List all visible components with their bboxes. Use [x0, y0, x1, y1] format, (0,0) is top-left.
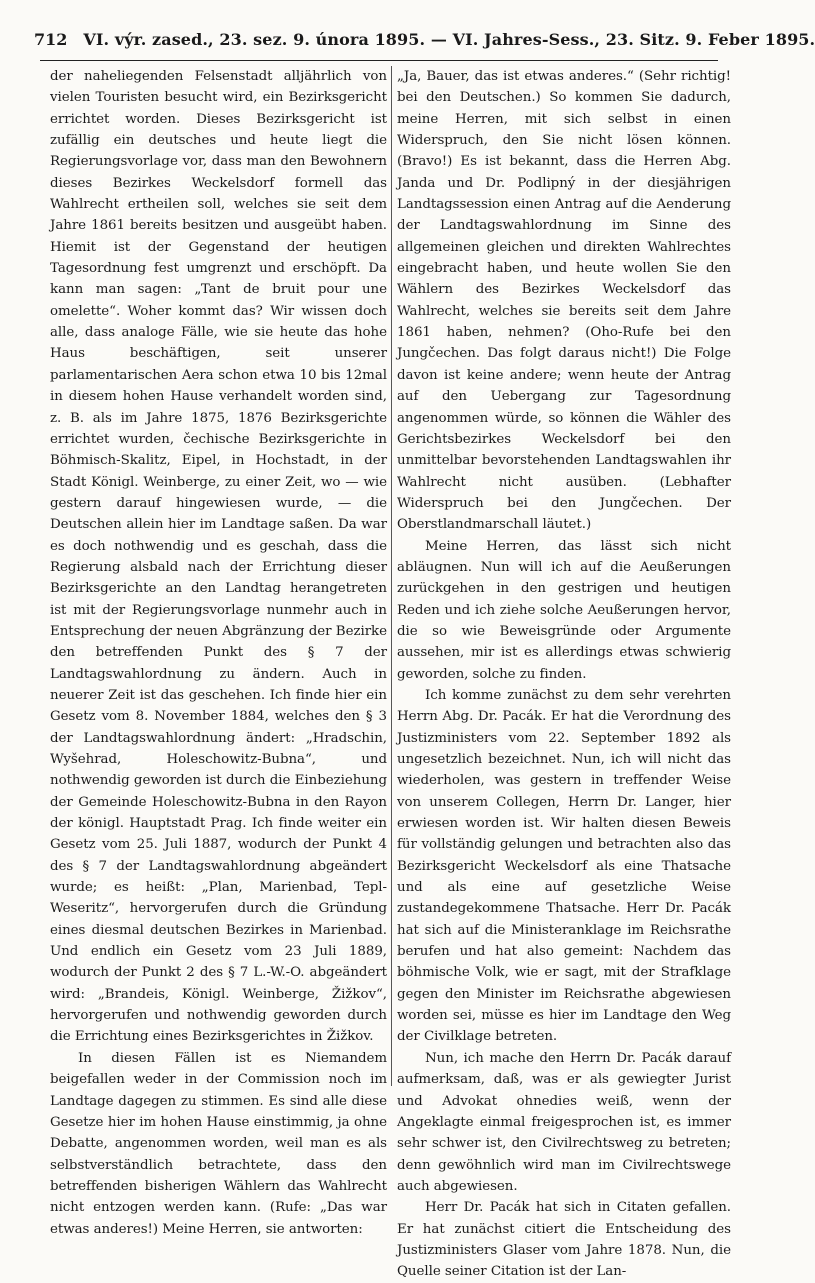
column-divider	[391, 66, 392, 1086]
right-paragraph-3: Ich komme zunächst zu dem sehr verehrten Herrn Abg. Dr. Pacák. Er hat die Verordnung des Justizministers vom 22. September 1892 als ungesetzlich bezeichnet. Nun, ich will nicht das wiederholen, was gestern in treffender Weise von unserem Collegen, Herrn Dr. Langer, hier erwiesen worden ist. Wir halten diesen Beweis für vollständig gelungen und betrachten also das Bezirksgericht Weckelsdorf als eine Thatsache und als eine auf gesetzliche Weise zustandegekommene Thatsache. Herr Dr. Pacák hat sich auf die Ministeranklage im Reichsrathe berufen und hat also gemeint: Nachdem das böhmische Volk, wie er sagt, mit der Strafklage gegen den Minister im Reichsrathe abgewiesen worden sei, müsse es hier im Landtage den Weg der Civilklage betreten.	[397, 687, 731, 1045]
page-header	[34, 30, 815, 60]
right-paragraph-5: Herr Dr. Pacák hat sich in Citaten gefallen. Er hat zunächst citiert die Entscheidung des Justizministers Glaser vom Jahre 1878. Nun, die Quelle seiner Citation ist der Lan-	[397, 1200, 731, 1280]
right-column	[397, 66, 731, 1280]
header-rule	[40, 60, 718, 61]
page-number: 712	[34, 30, 68, 49]
left-paragraph-2: In diesen Fällen ist es Niemandem beigefallen weder in der Commission noch im Landtage dagegen zu stimmen. Es sind alle diese Gesetze hier im hohen Hause einstimmig, ja ohne Debatte, angenommen worden, weil man es als selbstverständlich betrachtete, dass den betreffenden bisherigen Wählern das Wahlrecht nicht entzogen werden kann. (Rufe: „Das war etwas anderes!) Meine Herren, sie antworten:	[50, 1050, 387, 1237]
right-paragraph-1: „Ja, Bauer, das ist etwas anderes.“ (Sehr richtig! bei den Deutschen.) So kommen Sie dadurch, meine Herren, mit sich selbst in einen Widerspruch, den Sie nicht lösen können. (Bravo!) Es ist bekannt, dass die Herren Abg. Janda und Dr. Podlipný in der diesjährigen Landtagssession einen Antrag auf die Aenderung der Landtagswahlordnung im Sinne des allgemeinen gleichen und direkten Wahlrechtes eingebracht haben, und heute wollen Sie den Wählern des Bezirkes Weckelsdorf das Wahlrecht, welches sie bereits seit dem Jahre 1861 haben, nehmen? (Oho-Rufe bei den Jungčechen. Das folgt daraus nicht!) Die Folge davon ist keine andere; wenn heute der Antrag auf den Uebergang zur Tagesordnung angenommen würde, so können die Wähler des Gerichtsbezirkes Weckelsdorf bei den unmittelbar bevorstehenden Landtagswahlen ihr Wahlrecht nicht ausüben. (Lebhafter Widerspruch bei den Jungčechen. Der Oberstlandmarschall läutet.)	[397, 69, 731, 533]
left-paragraph-1: der naheliegenden Felsenstadt alljährlich von vielen Touristen besucht wird, ein Bezirksgericht errichtet worden. Dieses Bezirksgericht ist zufällig ein deutsches und heute liegt die Regierungsvorlage vor, dass man den Bewohnern dieses Bezirkes Weckelsdorf formell das Wahlrecht ertheilen soll, welches sie seit dem Jahre 1861 bereits besitzen und ausgeübt haben. Hiemit ist der Gegenstand der heutigen Tagesordnung fest umgrenzt und erschöpft. Da kann man sagen: „Tant de bruit pour une omelette“. Woher kommt das? Wir wissen doch alle, dass analoge Fälle, wie sie heute das hohe Haus beschäftigen, seit unserer parlamentarischen Aera schon etwa 10 bis 12mal in diesem hohen Hause verhandelt worden sind, z. B. als im Jahre 1875, 1876 Bezirksgerichte errichtet wurden, čechische Bezirksgerichte in Böhmisch-Skalitz, Eipel, in Hochstadt, in der Stadt Königl. Weinberge, zu einer Zeit, wo — wie gestern darauf hingewiesen wurde, — die Deutschen allein hier im Landtage saßen. Da war es doch nothwendig und es geschah, dass die Regierung alsbald nach der Errichtung dieser Bezirksgerichte an den Landtag herangetreten ist mit der Regierungsvorlage nunmehr auch in Entsprechung der neuen Abgränzung der Bezirke den betreffenden Punkt des § 7 der Landtagswahlordnung zu ändern. Auch in neuerer Zeit ist das geschehen. Ich finde hier ein Gesetz vom 8. November 1884, welches den § 3 der Landtagswahlordnung ändert: „Hradschin, Wyšehrad, Holeschowitz-Bubna“, und nothwendig geworden ist durch die Einbeziehung der Gemeinde Holeschowitz-Bubna in den Rayon der königl. Hauptstadt Prag. Ich finde weiter ein Gesetz vom 25. Juli 1887, wodurch der Punkt 4 des § 7 der Landtagswahlordnung abgeändert wurde; es heißt: „Plan, Marienbad, Tepl-Weseritz“, hervorgerufen durch die Gründung eines diesmal deutschen Bezirkes in Marienbad. Und endlich ein Gesetz vom 23 Juli 1889, wodurch der Punkt 2 des § 7 L.-W.-O. abgeändert wird: „Brandeis, Königl. Weinberge, Žižkov“, hervorgerufen und nothwendig geworden durch die Errichtung eines Bezirksgerichtes in Žižkov.	[50, 69, 387, 1045]
right-paragraph-2: Meine Herren, das lässt sich nicht abläugnen. Nun will ich auf die Aeußerungen zurückgehen in den gestrigen und heutigen Reden und ich ziehe solche Aeußerungen hervor, die so wie Beweisgründe oder Argumente aussehen, mir ist es allerdings etwas schwierig geworden, solche zu finden.	[397, 538, 731, 682]
running-title: VI. výr. zased., 23. sez. 9. února 1895. — VI. Jahres-Sess., 23. Sitz. 9. Feber 1895.	[83, 30, 815, 49]
left-column	[50, 66, 387, 1237]
right-paragraph-4: Nun, ich mache den Herrn Dr. Pacák darauf aufmerksam, daß, was er als gewiegter Jurist und Advokat ohnedies weiß, wenn der Angeklagte einmal freigesprochen ist, es immer sehr schwer ist, den Civilrechtsweg zu betreten; denn gewöhnlich wird man im Civilrechtswege auch abgewiesen.	[397, 1050, 731, 1194]
